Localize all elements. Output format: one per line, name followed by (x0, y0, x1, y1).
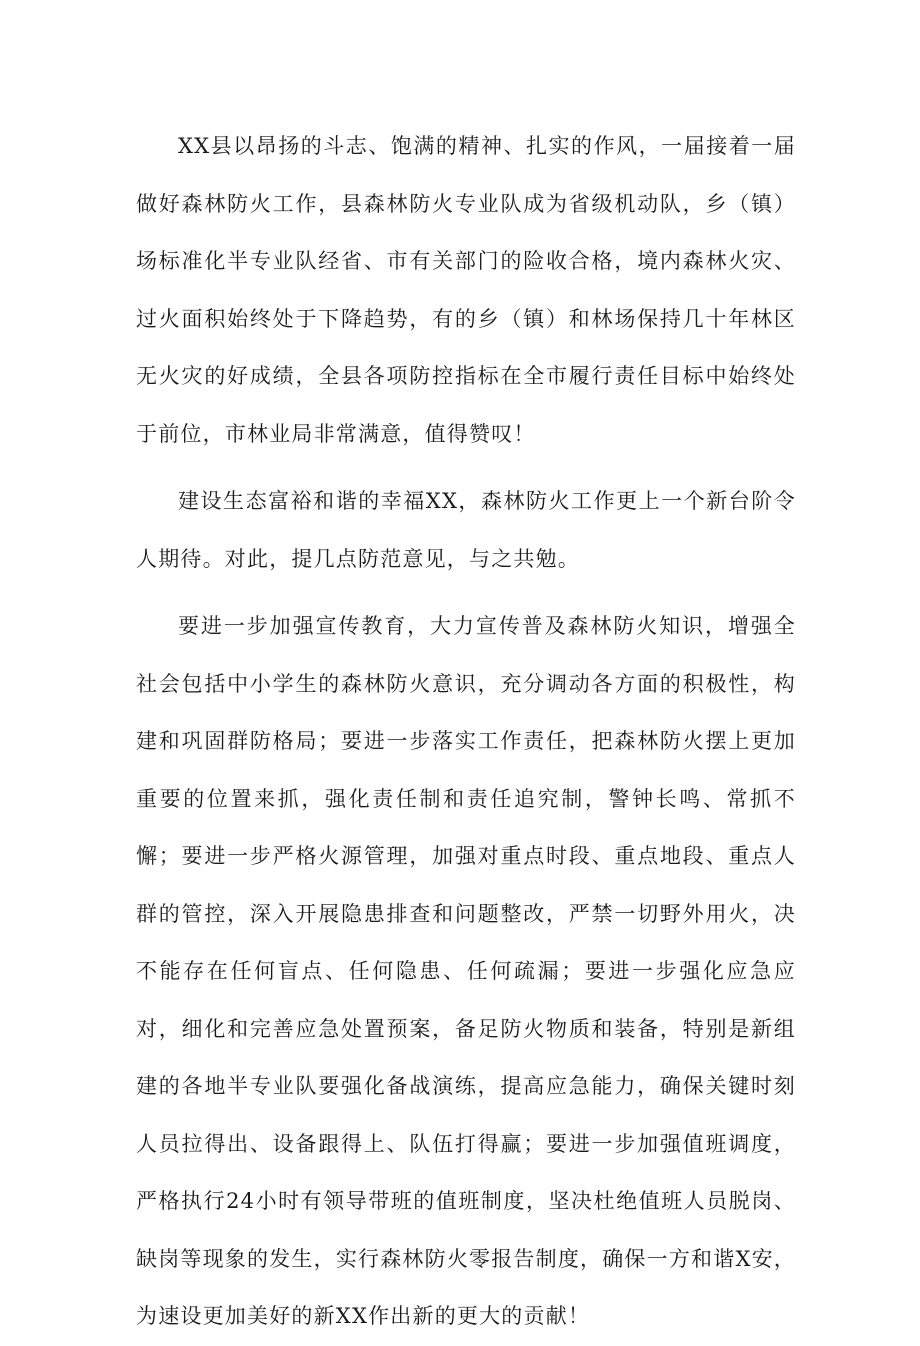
paragraph-achievements: XX县以昂扬的斗志、饱满的精神、扎实的作风，一届接着一届做好森林防火工作，县森林防火专业队成为省级机动队，乡（镇）场标准化半专业队经省、市有关部门的险收合格，境内森林火灾、过火面积始终处于下降趋势，有的乡（镇）和林场保持几十年林区无火灾的好成绩，全县各项防控指标在全市履行责任目标中始终处于前位，市林业局非常满意，值得赞叹！ (136, 134, 796, 446)
paragraph-introduction: 建设生态富裕和谐的幸福XX，森林防火工作更上一个新台阶令人期待。对此，提几点防范意见，与之共勉。 (136, 489, 796, 571)
paragraph-recommendations: 要进一步加强宣传教育，大力宣传普及森林防火知识，增强全社会包括中小学生的森林防火意识，充分调动各方面的积极性，构建和巩固群防格局；要进一步落实工作责任，把森林防火摆上更加重要的位置来抓，强化责任制和责任追究制，警钟长鸣、常抓不懈；要进一步严格火源管理，加强对重点时段、重点地段、重点人群的管控，深入开展隐患排查和问题整改，严禁一切野外用火，决不能存在任何盲点、任何隐患、任何疏漏；要进一步强化应急应对，细化和完善应急处置预案，备足防火物质和装备，特别是新组建的各地半专业队要强化备战演练，提高应急能力，确保关键时刻人员拉得出、设备跟得上、队伍打得赢；要进一步加强值班调度，严格执行24小时有领导带班的值班制度，坚决杜绝值班人员脱岗、缺岗等现象的发生，实行森林防火零报告制度，确保一方和谐X安，为速设更加美好的新XX作出新的更大的贡献！ (136, 614, 796, 1328)
document-body (136, 118, 796, 1346)
